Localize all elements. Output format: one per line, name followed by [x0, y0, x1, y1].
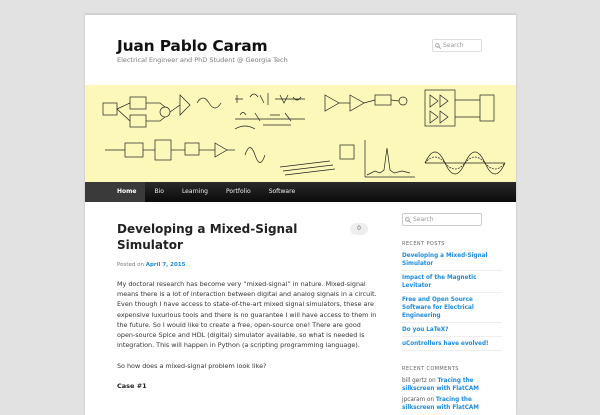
page: [85, 14, 516, 415]
post-subheading: Case #1: [117, 381, 147, 390]
comment-author[interactable]: bill gertz: [402, 378, 427, 384]
post-meta: [117, 262, 377, 268]
site-title[interactable]: Juan Pablo Caram: [117, 37, 268, 55]
nav-item-portfolio[interactable]: Portfolio: [226, 188, 251, 195]
comment-post-link[interactable]: Tracing the silkscreen with FlatCAM: [402, 378, 479, 392]
nav-item-bio[interactable]: Bio: [154, 188, 164, 195]
post-paragraph: My doctoral research has become very “mixed-signal” in nature. Mixed-signal means there is a lot of interaction between digital and analog signals in a circuit. Even though I have access to state-of-the-art mixed signal simulators, these are expensive luxurious tools and there is no guarantee I will have access to them in the future. So I would like to create a free, open-source one! There are good open-source Spice and HDL (digital) simulator available, so what is needed is integration. This will happen in Python (a scripting programming language).: [117, 280, 377, 350]
recent-post-link[interactable]: Free and Open Source Software for Electrical Engineering: [402, 296, 502, 323]
search-icon: [435, 43, 441, 49]
site-description: Electrical Engineer and PhD Student @ Georgia Tech: [117, 56, 288, 64]
search-icon: [405, 217, 411, 223]
recent-comment: [402, 377, 502, 393]
nav-item-software[interactable]: Software: [268, 188, 296, 195]
recent-comments-title: RECENT COMMENTS: [402, 366, 459, 372]
posted-on-label: Posted on: [117, 262, 144, 268]
recent-post-link[interactable]: Do you LaTeX?: [402, 326, 502, 337]
sidebar: [402, 213, 502, 415]
recent-posts-list: [402, 252, 502, 351]
sidebar-search-placeholder: Search: [413, 216, 434, 223]
sidebar-search-input[interactable]: [402, 213, 482, 226]
comment-on-label: on: [428, 378, 436, 384]
recent-post-link[interactable]: uControllers have evolved!: [402, 340, 502, 351]
nav-item-learning[interactable]: Learning: [181, 188, 208, 195]
header-search-input[interactable]: [432, 39, 482, 52]
main-navigation: [85, 182, 516, 202]
comment-post-link[interactable]: Tracing the silkscreen with FlatCAM: [402, 397, 479, 411]
recent-comment: [402, 396, 502, 412]
comments-count-bubble[interactable]: 0: [350, 223, 368, 235]
recent-comments-list: [402, 377, 502, 412]
header-search-placeholder: Search: [443, 42, 464, 49]
post-title[interactable]: Developing a Mixed-Signal Simulator: [117, 222, 298, 252]
comment-author[interactable]: jpcaram: [402, 397, 426, 403]
post-content: [117, 221, 377, 390]
circuit-sketch-illustration: [85, 85, 516, 182]
comment-on-label: on: [426, 397, 435, 403]
header-banner-image: [85, 85, 516, 182]
recent-post-link[interactable]: Developing a Mixed-Signal Simulator: [402, 252, 502, 271]
recent-post-link[interactable]: Impact of the Magnetic Levitator: [402, 274, 502, 293]
nav-item-home[interactable]: Home: [85, 182, 145, 202]
post-date-link[interactable]: April 7, 2015: [145, 262, 186, 268]
recent-posts-title: RECENT POSTS: [402, 241, 445, 247]
post-paragraph: So how does a mixed-signal problem look like?: [117, 362, 267, 371]
